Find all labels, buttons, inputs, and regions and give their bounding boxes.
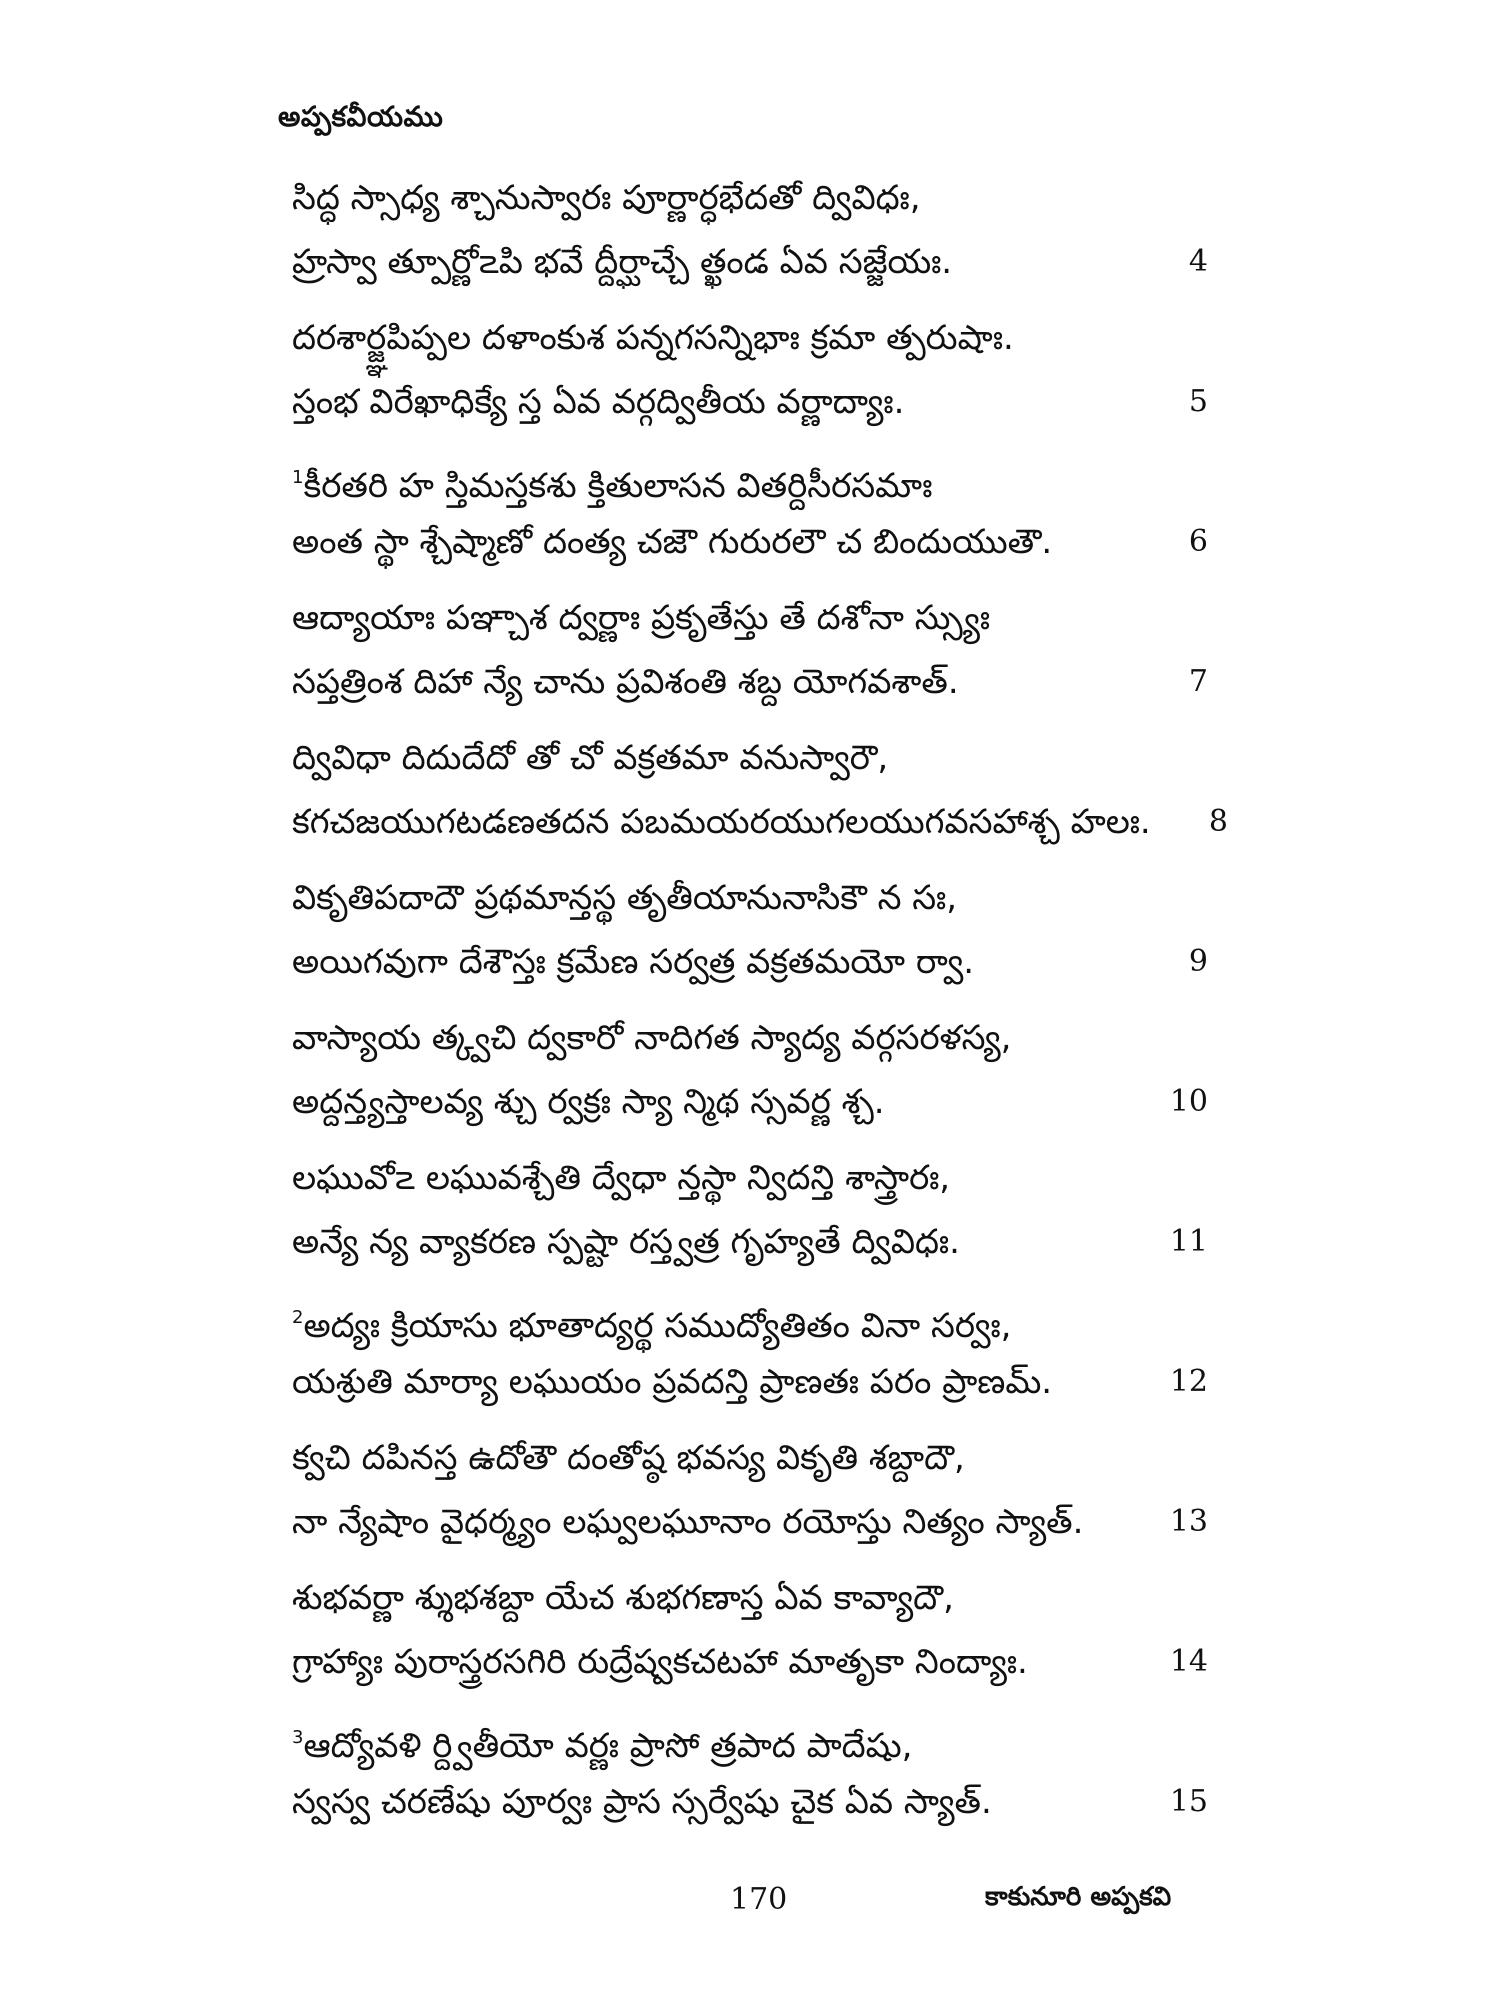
- verse-line-2: [292, 800, 1151, 844]
- verse-12: [292, 1296, 1292, 1436]
- verse-text: ద్వివిధా దిదుదేదో తో చో వక్రతమా వనుస్వారౌ,: [292, 738, 889, 778]
- verse-line-2: [292, 1780, 992, 1824]
- verse-11: [292, 1156, 1292, 1296]
- footnote-marker: 1: [292, 467, 304, 488]
- page-number: 170: [730, 1882, 788, 1917]
- verse-line-2: [292, 1360, 1052, 1404]
- verse-15: [292, 1716, 1292, 1856]
- verse-line-2: [292, 660, 959, 704]
- verse-14: [292, 1576, 1292, 1716]
- footnote-marker: 3: [292, 1727, 304, 1748]
- footer-author: కాకునూరి అప్పకవి: [985, 1882, 1172, 1912]
- verse-text: కీరతరి హ స్తిమస్తకశు క్తితులాసన వితర్దిసీరసమాః: [303, 466, 933, 506]
- running-head: అప్పకవీయము: [278, 100, 444, 133]
- verse-text: ఆద్యాయాః పఞ్చాశ ద్వర్ణాః ప్రకృతేస్తు తే దశోనా స్స్యుః: [292, 598, 991, 638]
- verse-line-2: [292, 1220, 960, 1264]
- verse-5: [292, 316, 1292, 456]
- verse-8: [292, 736, 1292, 876]
- verse-9: [292, 876, 1292, 1016]
- verse-line-1: [292, 316, 1014, 360]
- verse-line-2: [292, 520, 1052, 564]
- verse-text: ఆద్యోవళి ర్ద్వితీయో వర్ణః ప్రాసో త్రపాద పాదేషు,: [303, 1726, 913, 1766]
- verse-line-2: [292, 940, 974, 984]
- footnote-marker: 2: [292, 1307, 304, 1328]
- verse-line-1: [292, 1576, 954, 1620]
- verse-text: కగచజయుగటడణతదన పబమయరయుగలయుగవసహాశ్చ హలః.: [292, 802, 1151, 842]
- verse-text: వికృతిపదాదౌ ప్రథమాన్తస్థ తృతీయానునాసికౌ న సః,: [292, 878, 958, 918]
- verse-line-2: [292, 1080, 885, 1124]
- verse-number: 8: [1208, 804, 1228, 839]
- verse-number: 11: [1169, 1224, 1208, 1259]
- verse-text: అద్యః క్రియాసు భూతాద్యర్థ సముద్యోతితం వినా సర్వః,: [303, 1306, 1012, 1346]
- verse-7: [292, 596, 1292, 736]
- verse-text: నా న్యేషాం వైధర్మ్యం లఘ్వలఘూనాం రయోస్తు నిత్యం స్యాత్.: [292, 1502, 1084, 1542]
- verse-line-1: [292, 876, 957, 920]
- verse-number: 6: [1188, 524, 1208, 559]
- verse-number: 15: [1169, 1784, 1208, 1819]
- verse-list: [292, 176, 1292, 1856]
- verse-number: 14: [1169, 1644, 1208, 1679]
- verse-10: [292, 1016, 1292, 1156]
- verse-number: 13: [1169, 1504, 1208, 1539]
- verse-line-1: [292, 1296, 1011, 1348]
- verse-text: యశ్రుతి మార్యా లఘుయం ప్రవదన్తి ప్రాణతః పరం ప్రాణమ్.: [292, 1362, 1053, 1402]
- verse-number: 4: [1188, 244, 1208, 279]
- verse-text: శుభవర్ణా శ్శుభశబ్దా యేచ శుభగణాస్త ఏవ కావ్యాదౌ,: [292, 1578, 954, 1618]
- verse-text: హ్రస్వా త్పూర్ణో౽పి భవే ద్దీర్ఘాచ్చే త్ఖండ ఏవ సజ్జేయః.: [292, 242, 953, 282]
- verse-text: దరశార్జ్ఞపిప్పల దళాంకుశ పన్నగసన్నిభాః క్రమా త్పరుషాః.: [292, 318, 1014, 358]
- verse-line-1: [292, 596, 990, 640]
- verse-text: స్తంభ విరేఖాధిక్యే స్త ఏవ వర్గద్వితీయ వర్ణాద్యాః.: [292, 382, 905, 422]
- verse-text: అయిగవుగా దేశౌస్తః క్రమేణ సర్వత్ర వక్రతమయో ర్వా.: [292, 942, 975, 982]
- verse-text: సప్తత్రింశ దిహా న్యే చాను ప్రవిశంతి శబ్ద యోగవశాత్.: [292, 662, 959, 702]
- verse-line-1: [292, 1156, 950, 1200]
- verse-line-1: [292, 1016, 1011, 1060]
- verse-text: గ్రాహ్యాః పురాస్త్రరసగిరి రుద్రేష్వకచటహా మాతృకా నింద్యాః.: [292, 1642, 1028, 1682]
- verse-number: 12: [1169, 1364, 1208, 1399]
- verse-number: 10: [1169, 1084, 1208, 1119]
- verse-6: [292, 456, 1292, 596]
- verse-text: స్వస్వ చరణేషు పూర్వః ప్రాస స్సర్వేషు చైక ఏవ స్యాత్.: [292, 1782, 992, 1822]
- verse-text: అన్యే న్య వ్యాకరణ స్పష్టా రస్త్వత్ర గృహ్యతే ద్వివిధః.: [292, 1222, 960, 1262]
- verse-text: అద్దన్త్యస్తాలవ్య శ్చు ర్వక్రః స్యా న్మిథ స్సవర్ణ శ్చ.: [292, 1082, 885, 1122]
- verse-number: 5: [1188, 384, 1208, 419]
- verse-number: 9: [1188, 944, 1208, 979]
- verse-text: క్వచి దపినస్త ఉదోతౌ దంతోష్ఠ భవస్య వికృతి శబ్దాదౌ,: [292, 1438, 965, 1478]
- verse-line-2: [292, 1500, 1083, 1544]
- verse-line-1: [292, 456, 932, 508]
- verse-4: [292, 176, 1292, 316]
- verse-line-1: [292, 176, 921, 220]
- verse-text: లఘువో౽ లఘువశ్చేతి ద్వేధా న్తస్థా న్విదన్తి శాస్త్రారః,: [292, 1158, 951, 1198]
- verse-text: అంత స్థా శ్చేష్మాణో దంత్య చజౌ గురురలౌ చ బిందుయుతౌ.: [292, 522, 1053, 562]
- verse-line-2: [292, 380, 904, 424]
- verse-line-1: [292, 736, 888, 780]
- verse-line-2: [292, 1640, 1028, 1684]
- verse-line-2: [292, 240, 952, 284]
- verse-line-1: [292, 1436, 965, 1480]
- verse-13: [292, 1436, 1292, 1576]
- verse-text: సిద్ధ స్సాధ్య శ్చానుస్వారః పూర్ణార్ధభేదతో ద్వివిధః,: [292, 178, 921, 218]
- verse-number: 7: [1188, 664, 1208, 699]
- verse-line-1: [292, 1716, 912, 1768]
- verse-text: వాస్యాయ త్క్వచి ద్వకారో నాదిగత స్యాద్య వర్గసరళస్య,: [292, 1018, 1012, 1058]
